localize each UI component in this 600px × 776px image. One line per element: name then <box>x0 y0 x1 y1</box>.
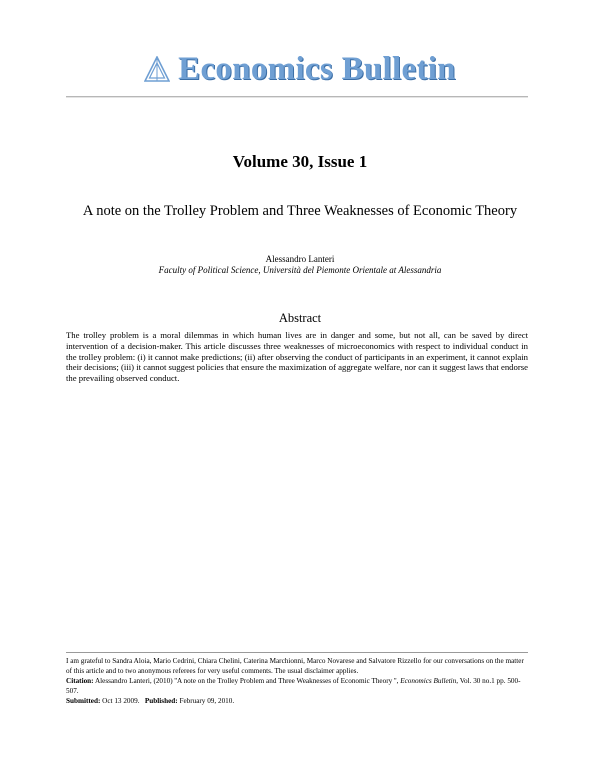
acknowledgment-note: I am grateful to Sandra Aloia, Mario Cedrini, Chiara Chelini, Caterina Marchionni, Marco Novarese and Salvatore Rizzello for our conversations on the matter of this article and to two anonymous referees for very useful comments. The usual disclaimer applies. <box>66 657 524 675</box>
abstract-heading: Abstract <box>278 311 322 325</box>
citation-text: Alessandro Lanteri, (2010) ''A note on the Trolley Problem and Three Weaknesses of Economic Theory '', <box>94 677 399 685</box>
published-label: Published: <box>144 697 178 705</box>
citation-label: Citation: <box>66 677 94 685</box>
triangle-logo-icon <box>144 56 170 82</box>
citation-line <box>66 676 528 696</box>
citation-tail: , Vol. 30 no.1 pp. 500-507. <box>66 677 521 695</box>
abstract-body: The trolley problem is a moral dilemmas in which human lives are in danger and some, but not all, can be saved by direct intervention of a decision-maker. This article discusses three weaknesses of microeconomics with respect to individual conduct in the trolley problem: (i) it cannot make predictions; (ii) after observing the conduct of participants in an experiment, it cannot explain their decisions; (iii) it cannot suggest policies that ensure the maximization of aggregate welfare, nor can it suggest laws that endorse the prevailing observed conduct. <box>66 330 528 384</box>
masthead-divider <box>66 96 528 98</box>
footnotes <box>66 656 528 706</box>
submitted-date: Oct 13 2009. <box>102 697 140 705</box>
submitted-label: Submitted: <box>66 697 101 705</box>
author-affiliation: Faculty of Political Science, Università del Piemonte Orientale at Alessandria <box>158 265 442 275</box>
paper-title: A note on the Trolley Problem and Three Weaknesses of Economic Theory <box>82 203 518 219</box>
submission-line <box>66 696 528 706</box>
citation-journal: Economics Bulletin <box>400 677 457 685</box>
issue-volume: Volume 30, Issue 1 <box>232 152 368 171</box>
journal-masthead <box>0 48 600 90</box>
published-date: February 09, 2010. <box>179 697 235 705</box>
author-name: Alessandro Lanteri <box>265 254 335 264</box>
journal-name: Economics Bulletin <box>178 50 456 87</box>
footnote-divider <box>66 652 528 653</box>
